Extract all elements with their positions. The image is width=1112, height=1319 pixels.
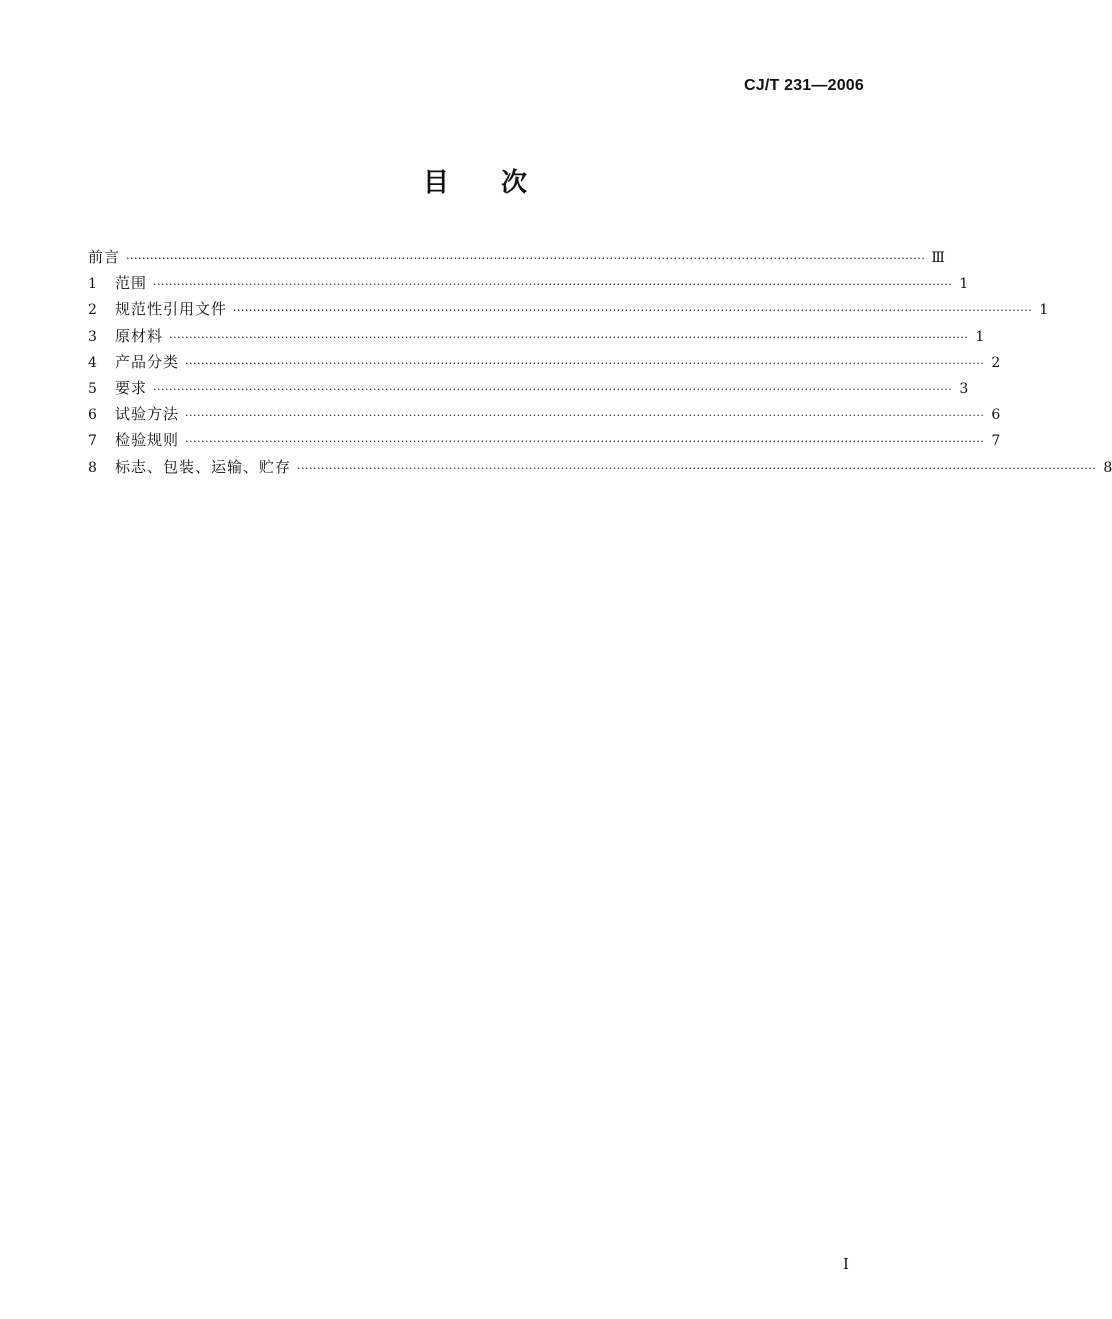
toc-entry-number: 1 xyxy=(88,276,97,293)
toc-leader-dots: ········································································································································································································ xyxy=(185,356,985,370)
toc-entry-number: 8 xyxy=(88,459,97,476)
toc-entry-label: 标志、包装、运输、贮存 xyxy=(115,457,292,476)
toc-leader-dots: ········································································································································································································ xyxy=(185,435,985,449)
table-of-contents xyxy=(88,244,1112,480)
toc-entry-number: 4 xyxy=(88,354,97,371)
toc-entry-scope[interactable] xyxy=(88,270,969,296)
toc-entry-page: 2 xyxy=(991,354,1001,371)
toc-entry-classification[interactable] xyxy=(88,349,1001,375)
toc-entry-number: 3 xyxy=(88,328,97,345)
toc-entry-number: 7 xyxy=(88,433,97,450)
toc-entry-normative-references[interactable] xyxy=(88,296,1049,322)
toc-leader-dots: ········································································································································································································ xyxy=(153,278,953,292)
toc-leader-dots: ········································································································································································································ xyxy=(185,409,985,423)
toc-entry-label: 试验方法 xyxy=(115,405,180,424)
toc-entry-inspection-rules[interactable] xyxy=(88,427,1001,453)
toc-entry-page: 1 xyxy=(1039,302,1049,319)
toc-entry-page: 3 xyxy=(959,380,969,397)
page-number: I xyxy=(843,1255,849,1273)
document-code: CJ/T 231—2006 xyxy=(743,77,864,94)
toc-leader-dots: ········································································································································································································ xyxy=(233,304,1033,318)
toc-entry-page: 6 xyxy=(991,407,1001,424)
toc-entry-marking-packaging[interactable] xyxy=(88,454,1112,480)
toc-entry-label: 范围 xyxy=(115,274,148,293)
toc-entry-requirements[interactable] xyxy=(88,375,969,401)
toc-entry-label: 要求 xyxy=(115,378,148,397)
toc-entry-test-methods[interactable] xyxy=(88,401,1001,427)
toc-entry-number: 5 xyxy=(88,380,97,397)
toc-entry-number: 2 xyxy=(88,302,97,319)
toc-entry-label: 检验规则 xyxy=(115,431,180,450)
toc-entry-page: 1 xyxy=(959,276,969,293)
toc-leader-dots: ········································································································································································································ xyxy=(153,382,953,396)
toc-entry-page: 1 xyxy=(975,328,985,345)
toc-entry-number: 6 xyxy=(88,407,97,424)
toc-entry-foreword[interactable] xyxy=(88,244,945,270)
page-title: 目次 xyxy=(422,168,579,198)
toc-leader-dots: ········································································································································································································ xyxy=(169,330,969,344)
toc-entry-page: Ⅲ xyxy=(931,250,945,266)
toc-entry-label: 产品分类 xyxy=(115,352,180,371)
toc-leader-dots: ········································································································································································································ xyxy=(297,461,1097,475)
toc-entry-label: 规范性引用文件 xyxy=(115,300,228,319)
toc-entry-page: 7 xyxy=(991,433,1001,450)
toc-leader-dots: ········································································································································································································ xyxy=(126,252,926,265)
toc-entry-label: 前言 xyxy=(88,248,121,266)
toc-entry-label: 原材料 xyxy=(115,326,164,345)
toc-entry-raw-materials[interactable] xyxy=(88,323,985,349)
toc-entry-page: 8 xyxy=(1103,459,1112,476)
